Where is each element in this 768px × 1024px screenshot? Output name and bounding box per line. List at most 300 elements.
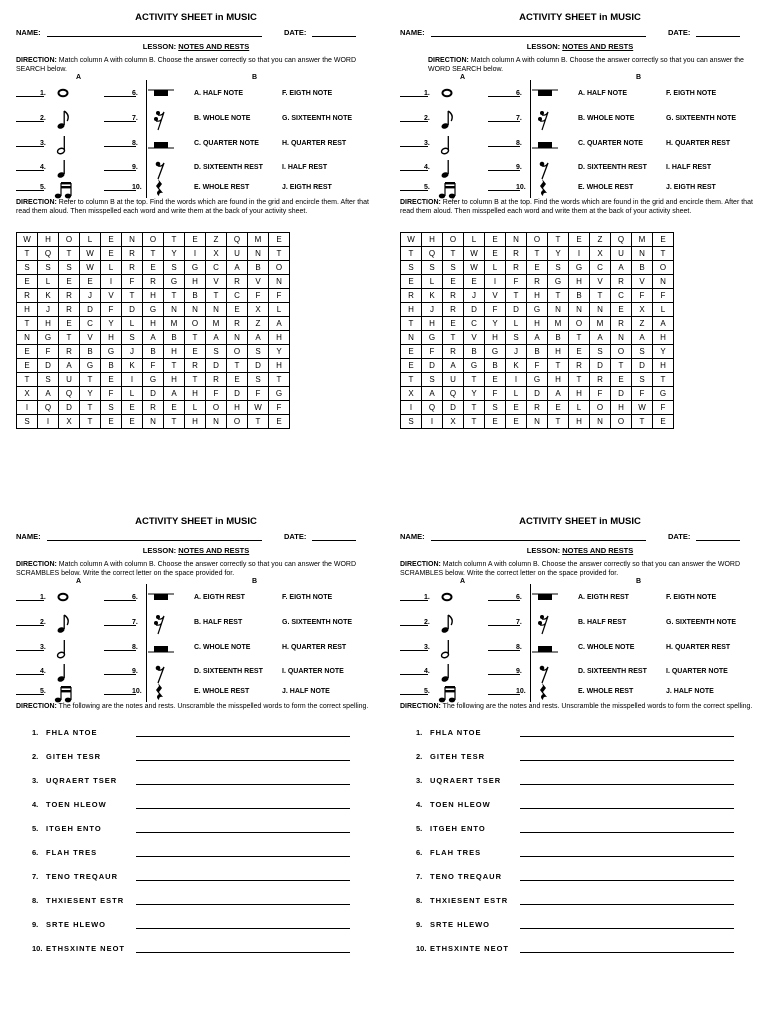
grid-cell[interactable]: E (17, 345, 38, 359)
answer-line[interactable] (520, 928, 734, 929)
grid-cell[interactable]: I (38, 415, 59, 429)
grid-cell[interactable]: O (611, 415, 632, 429)
grid-cell[interactable]: W (464, 247, 485, 261)
grid-cell[interactable]: O (269, 261, 290, 275)
grid-cell[interactable]: E (506, 401, 527, 415)
grid-cell[interactable]: C (80, 317, 101, 331)
grid-cell[interactable]: R (401, 289, 422, 303)
grid-cell[interactable]: E (80, 275, 101, 289)
grid-cell[interactable]: O (443, 233, 464, 247)
grid-cell[interactable]: E (443, 275, 464, 289)
grid-cell[interactable]: H (164, 345, 185, 359)
grid-cell[interactable]: H (164, 373, 185, 387)
answer-line[interactable] (136, 952, 350, 953)
grid-cell[interactable]: L (122, 387, 143, 401)
grid-cell[interactable]: H (569, 275, 590, 289)
grid-cell[interactable]: A (443, 359, 464, 373)
grid-cell[interactable]: F (101, 303, 122, 317)
grid-cell[interactable]: A (269, 317, 290, 331)
grid-cell[interactable]: N (653, 275, 674, 289)
grid-cell[interactable]: R (611, 317, 632, 331)
grid-cell[interactable]: T (17, 247, 38, 261)
grid-cell[interactable]: V (590, 275, 611, 289)
grid-cell[interactable]: T (611, 359, 632, 373)
grid-cell[interactable]: E (401, 275, 422, 289)
grid-cell[interactable]: L (464, 233, 485, 247)
grid-cell[interactable]: V (101, 289, 122, 303)
grid-cell[interactable]: O (590, 401, 611, 415)
grid-cell[interactable]: A (422, 387, 443, 401)
grid-cell[interactable]: T (185, 331, 206, 345)
grid-cell[interactable]: I (569, 247, 590, 261)
grid-cell[interactable]: R (59, 289, 80, 303)
grid-cell[interactable]: C (206, 261, 227, 275)
grid-cell[interactable]: G (185, 261, 206, 275)
grid-cell[interactable]: T (506, 289, 527, 303)
grid-cell[interactable]: N (185, 303, 206, 317)
answer-line[interactable] (520, 952, 734, 953)
grid-cell[interactable]: H (485, 331, 506, 345)
grid-cell[interactable]: N (632, 247, 653, 261)
grid-cell[interactable]: A (527, 331, 548, 345)
grid-cell[interactable]: M (206, 317, 227, 331)
grid-cell[interactable]: E (59, 275, 80, 289)
grid-cell[interactable]: E (611, 373, 632, 387)
grid-cell[interactable]: J (464, 289, 485, 303)
grid-cell[interactable]: F (269, 401, 290, 415)
grid-cell[interactable]: T (443, 247, 464, 261)
grid-cell[interactable]: I (17, 401, 38, 415)
grid-cell[interactable]: C (227, 289, 248, 303)
grid-cell[interactable]: C (464, 317, 485, 331)
grid-cell[interactable]: T (464, 415, 485, 429)
grid-cell[interactable]: B (143, 345, 164, 359)
grid-cell[interactable]: V (485, 289, 506, 303)
grid-cell[interactable]: G (143, 373, 164, 387)
grid-cell[interactable]: B (527, 345, 548, 359)
grid-cell[interactable]: E (653, 415, 674, 429)
grid-cell[interactable]: T (464, 401, 485, 415)
grid-cell[interactable]: R (59, 345, 80, 359)
grid-cell[interactable]: U (611, 247, 632, 261)
grid-cell[interactable]: H (185, 415, 206, 429)
grid-cell[interactable]: T (206, 289, 227, 303)
grid-cell[interactable]: T (80, 373, 101, 387)
grid-cell[interactable]: G (464, 359, 485, 373)
answer-line[interactable] (520, 808, 734, 809)
grid-cell[interactable]: L (122, 317, 143, 331)
grid-cell[interactable]: T (80, 401, 101, 415)
grid-cell[interactable]: T (164, 359, 185, 373)
grid-cell[interactable]: G (485, 345, 506, 359)
grid-cell[interactable]: Z (632, 317, 653, 331)
grid-cell[interactable]: E (122, 401, 143, 415)
grid-cell[interactable]: X (248, 303, 269, 317)
grid-cell[interactable]: H (569, 415, 590, 429)
grid-cell[interactable]: T (59, 247, 80, 261)
grid-cell[interactable]: Q (38, 247, 59, 261)
grid-cell[interactable]: U (227, 247, 248, 261)
grid-cell[interactable]: F (101, 387, 122, 401)
grid-cell[interactable]: H (269, 331, 290, 345)
grid-cell[interactable]: T (401, 317, 422, 331)
grid-cell[interactable]: F (632, 387, 653, 401)
grid-cell[interactable]: R (527, 275, 548, 289)
grid-cell[interactable]: T (548, 359, 569, 373)
grid-cell[interactable]: F (122, 275, 143, 289)
grid-cell[interactable]: R (611, 275, 632, 289)
grid-cell[interactable]: D (248, 359, 269, 373)
answer-line[interactable] (520, 856, 734, 857)
answer-line[interactable] (520, 880, 734, 881)
grid-cell[interactable]: H (653, 359, 674, 373)
grid-cell[interactable]: E (269, 233, 290, 247)
grid-cell[interactable]: T (164, 233, 185, 247)
grid-cell[interactable]: E (17, 275, 38, 289)
grid-cell[interactable]: E (269, 415, 290, 429)
grid-cell[interactable]: S (206, 345, 227, 359)
grid-cell[interactable]: R (443, 289, 464, 303)
grid-cell[interactable]: E (485, 233, 506, 247)
grid-cell[interactable]: N (506, 233, 527, 247)
grid-cell[interactable]: F (248, 387, 269, 401)
grid-cell[interactable]: E (101, 415, 122, 429)
grid-cell[interactable]: T (269, 247, 290, 261)
grid-cell[interactable]: A (632, 331, 653, 345)
grid-cell[interactable]: N (548, 303, 569, 317)
date-field[interactable] (312, 540, 356, 541)
grid-cell[interactable]: X (401, 387, 422, 401)
grid-cell[interactable]: F (269, 289, 290, 303)
answer-line[interactable] (520, 784, 734, 785)
name-field[interactable] (431, 540, 646, 541)
grid-cell[interactable]: X (206, 247, 227, 261)
grid-cell[interactable]: G (653, 387, 674, 401)
grid-cell[interactable]: D (206, 359, 227, 373)
grid-cell[interactable]: E (185, 345, 206, 359)
grid-cell[interactable]: H (38, 317, 59, 331)
grid-cell[interactable]: A (164, 387, 185, 401)
answer-line[interactable] (136, 760, 350, 761)
answer-line[interactable] (136, 736, 350, 737)
grid-cell[interactable]: D (38, 359, 59, 373)
grid-cell[interactable]: O (143, 233, 164, 247)
grid-cell[interactable]: Y (485, 317, 506, 331)
date-field[interactable] (696, 540, 740, 541)
name-field[interactable] (431, 36, 646, 37)
name-field[interactable] (47, 540, 262, 541)
grid-cell[interactable]: Q (611, 233, 632, 247)
grid-cell[interactable]: A (38, 387, 59, 401)
grid-cell[interactable]: I (101, 275, 122, 289)
grid-cell[interactable]: R (590, 373, 611, 387)
grid-cell[interactable]: E (101, 373, 122, 387)
grid-cell[interactable]: M (632, 233, 653, 247)
grid-cell[interactable]: R (569, 359, 590, 373)
grid-cell[interactable]: S (248, 345, 269, 359)
grid-cell[interactable]: N (527, 415, 548, 429)
grid-cell[interactable]: Q (422, 401, 443, 415)
grid-cell[interactable]: N (143, 415, 164, 429)
grid-cell[interactable]: S (164, 261, 185, 275)
grid-cell[interactable]: X (59, 415, 80, 429)
grid-cell[interactable]: E (569, 345, 590, 359)
grid-cell[interactable]: D (122, 303, 143, 317)
grid-cell[interactable]: Q (227, 233, 248, 247)
grid-cell[interactable]: X (590, 247, 611, 261)
grid-cell[interactable]: L (80, 233, 101, 247)
grid-cell[interactable]: R (122, 247, 143, 261)
grid-cell[interactable]: S (590, 345, 611, 359)
grid-cell[interactable]: N (227, 331, 248, 345)
grid-cell[interactable]: A (59, 359, 80, 373)
grid-cell[interactable]: O (227, 345, 248, 359)
grid-cell[interactable]: L (506, 317, 527, 331)
grid-cell[interactable]: H (227, 401, 248, 415)
answer-line[interactable] (136, 928, 350, 929)
grid-cell[interactable]: V (632, 275, 653, 289)
answer-line[interactable] (136, 904, 350, 905)
grid-cell[interactable]: D (443, 401, 464, 415)
grid-cell[interactable]: L (569, 401, 590, 415)
grid-cell[interactable]: Z (248, 317, 269, 331)
grid-cell[interactable]: H (527, 289, 548, 303)
grid-cell[interactable]: H (422, 317, 443, 331)
answer-line[interactable] (136, 808, 350, 809)
grid-cell[interactable]: T (269, 373, 290, 387)
grid-cell[interactable]: N (17, 331, 38, 345)
date-field[interactable] (312, 36, 356, 37)
grid-cell[interactable]: K (422, 289, 443, 303)
grid-cell[interactable]: S (485, 401, 506, 415)
grid-cell[interactable]: N (206, 415, 227, 429)
grid-cell[interactable]: A (653, 317, 674, 331)
answer-line[interactable] (136, 784, 350, 785)
grid-cell[interactable]: O (569, 317, 590, 331)
grid-cell[interactable]: Q (422, 247, 443, 261)
grid-cell[interactable]: J (506, 345, 527, 359)
grid-cell[interactable]: K (506, 359, 527, 373)
grid-cell[interactable]: T (164, 289, 185, 303)
grid-cell[interactable]: N (590, 303, 611, 317)
grid-cell[interactable]: T (464, 373, 485, 387)
grid-cell[interactable]: F (206, 387, 227, 401)
grid-cell[interactable]: O (206, 401, 227, 415)
grid-cell[interactable]: S (401, 261, 422, 275)
grid-cell[interactable]: D (143, 387, 164, 401)
answer-line[interactable] (520, 736, 734, 737)
grid-cell[interactable]: B (548, 331, 569, 345)
grid-cell[interactable]: O (227, 415, 248, 429)
grid-cell[interactable]: C (590, 261, 611, 275)
grid-cell[interactable]: S (422, 261, 443, 275)
grid-cell[interactable]: T (401, 247, 422, 261)
grid-cell[interactable]: N (611, 331, 632, 345)
grid-cell[interactable]: T (17, 373, 38, 387)
grid-cell[interactable]: D (80, 303, 101, 317)
grid-cell[interactable]: Y (101, 317, 122, 331)
grid-cell[interactable]: R (527, 401, 548, 415)
grid-cell[interactable]: S (248, 373, 269, 387)
grid-cell[interactable]: T (227, 359, 248, 373)
grid-cell[interactable]: G (269, 387, 290, 401)
grid-cell[interactable]: H (569, 387, 590, 401)
grid-cell[interactable]: V (80, 331, 101, 345)
grid-cell[interactable]: L (485, 261, 506, 275)
grid-cell[interactable]: R (122, 261, 143, 275)
grid-cell[interactable]: T (590, 289, 611, 303)
answer-line[interactable] (520, 832, 734, 833)
grid-cell[interactable]: V (248, 275, 269, 289)
grid-cell[interactable]: K (122, 359, 143, 373)
grid-cell[interactable]: F (653, 401, 674, 415)
grid-cell[interactable]: S (17, 261, 38, 275)
grid-cell[interactable]: F (632, 289, 653, 303)
grid-cell[interactable]: W (464, 261, 485, 275)
grid-cell[interactable]: E (548, 401, 569, 415)
grid-cell[interactable]: A (611, 261, 632, 275)
grid-cell[interactable]: D (422, 359, 443, 373)
grid-cell[interactable]: N (401, 331, 422, 345)
grid-cell[interactable]: L (38, 275, 59, 289)
grid-cell[interactable]: T (548, 233, 569, 247)
grid-cell[interactable]: S (443, 261, 464, 275)
grid-cell[interactable]: Q (38, 401, 59, 415)
grid-cell[interactable]: T (548, 289, 569, 303)
grid-cell[interactable]: T (143, 247, 164, 261)
grid-cell[interactable]: T (632, 415, 653, 429)
grid-cell[interactable]: Z (206, 233, 227, 247)
grid-cell[interactable]: E (611, 303, 632, 317)
grid-cell[interactable]: T (569, 331, 590, 345)
grid-cell[interactable]: H (527, 317, 548, 331)
answer-line[interactable] (520, 904, 734, 905)
grid-cell[interactable]: U (59, 373, 80, 387)
grid-cell[interactable]: T (569, 373, 590, 387)
grid-cell[interactable]: N (269, 275, 290, 289)
grid-cell[interactable]: Y (269, 345, 290, 359)
grid-cell[interactable]: T (653, 247, 674, 261)
answer-line[interactable] (136, 856, 350, 857)
grid-cell[interactable]: A (248, 331, 269, 345)
grid-cell[interactable]: A (227, 261, 248, 275)
grid-cell[interactable]: E (485, 373, 506, 387)
grid-cell[interactable]: E (59, 317, 80, 331)
grid-cell[interactable]: V (464, 331, 485, 345)
grid-cell[interactable]: H (611, 401, 632, 415)
grid-cell[interactable]: H (185, 387, 206, 401)
grid-cell[interactable]: E (401, 359, 422, 373)
grid-cell[interactable]: B (101, 359, 122, 373)
grid-cell[interactable]: L (101, 261, 122, 275)
grid-cell[interactable]: N (569, 303, 590, 317)
grid-cell[interactable]: C (611, 289, 632, 303)
grid-cell[interactable]: M (548, 317, 569, 331)
grid-cell[interactable]: F (527, 359, 548, 373)
grid-cell[interactable]: T (80, 415, 101, 429)
grid-cell[interactable]: E (143, 261, 164, 275)
grid-cell[interactable]: B (248, 261, 269, 275)
grid-cell[interactable]: T (527, 247, 548, 261)
grid-cell[interactable]: Y (653, 345, 674, 359)
grid-cell[interactable]: S (548, 261, 569, 275)
grid-cell[interactable]: N (206, 303, 227, 317)
grid-cell[interactable]: A (548, 387, 569, 401)
grid-cell[interactable]: T (248, 415, 269, 429)
name-field[interactable] (47, 36, 262, 37)
grid-cell[interactable]: H (653, 331, 674, 345)
date-field[interactable] (696, 36, 740, 37)
grid-cell[interactable]: H (38, 233, 59, 247)
grid-cell[interactable]: N (590, 415, 611, 429)
grid-cell[interactable]: G (143, 303, 164, 317)
grid-cell[interactable]: G (164, 275, 185, 289)
grid-cell[interactable]: F (248, 289, 269, 303)
grid-cell[interactable]: F (653, 289, 674, 303)
grid-cell[interactable]: F (38, 345, 59, 359)
grid-cell[interactable]: I (422, 415, 443, 429)
grid-cell[interactable]: B (569, 289, 590, 303)
grid-cell[interactable]: H (17, 303, 38, 317)
grid-cell[interactable]: Y (548, 247, 569, 261)
grid-cell[interactable]: R (59, 303, 80, 317)
grid-cell[interactable]: O (653, 261, 674, 275)
grid-cell[interactable]: D (527, 387, 548, 401)
grid-cell[interactable]: E (122, 415, 143, 429)
answer-line[interactable] (136, 832, 350, 833)
grid-cell[interactable]: G (101, 345, 122, 359)
grid-cell[interactable]: G (527, 303, 548, 317)
grid-cell[interactable]: D (611, 387, 632, 401)
grid-cell[interactable]: I (485, 275, 506, 289)
grid-cell[interactable]: F (143, 359, 164, 373)
grid-cell[interactable]: E (401, 345, 422, 359)
grid-cell[interactable]: W (17, 233, 38, 247)
grid-cell[interactable]: F (422, 345, 443, 359)
grid-cell[interactable]: L (269, 303, 290, 317)
grid-cell[interactable]: D (464, 303, 485, 317)
grid-cell[interactable]: D (632, 359, 653, 373)
grid-cell[interactable]: R (443, 345, 464, 359)
grid-cell[interactable]: E (506, 415, 527, 429)
grid-cell[interactable]: D (59, 401, 80, 415)
grid-cell[interactable]: G (422, 331, 443, 345)
grid-cell[interactable]: L (653, 303, 674, 317)
grid-cell[interactable]: S (632, 345, 653, 359)
grid-cell[interactable]: E (17, 359, 38, 373)
grid-cell[interactable]: H (143, 289, 164, 303)
grid-cell[interactable]: T (548, 415, 569, 429)
grid-cell[interactable]: F (506, 275, 527, 289)
grid-cell[interactable]: O (527, 233, 548, 247)
grid-cell[interactable]: G (569, 261, 590, 275)
grid-cell[interactable]: R (17, 289, 38, 303)
grid-cell[interactable]: I (122, 373, 143, 387)
grid-cell[interactable]: B (80, 345, 101, 359)
grid-cell[interactable]: L (422, 275, 443, 289)
grid-cell[interactable]: L (506, 387, 527, 401)
grid-cell[interactable]: E (443, 317, 464, 331)
grid-cell[interactable]: X (443, 415, 464, 429)
grid-cell[interactable]: H (101, 331, 122, 345)
grid-cell[interactable]: T (185, 373, 206, 387)
grid-cell[interactable]: E (464, 275, 485, 289)
grid-cell[interactable]: T (401, 373, 422, 387)
grid-cell[interactable]: T (122, 289, 143, 303)
grid-cell[interactable]: J (38, 303, 59, 317)
grid-cell[interactable]: N (164, 303, 185, 317)
grid-cell[interactable]: K (38, 289, 59, 303)
